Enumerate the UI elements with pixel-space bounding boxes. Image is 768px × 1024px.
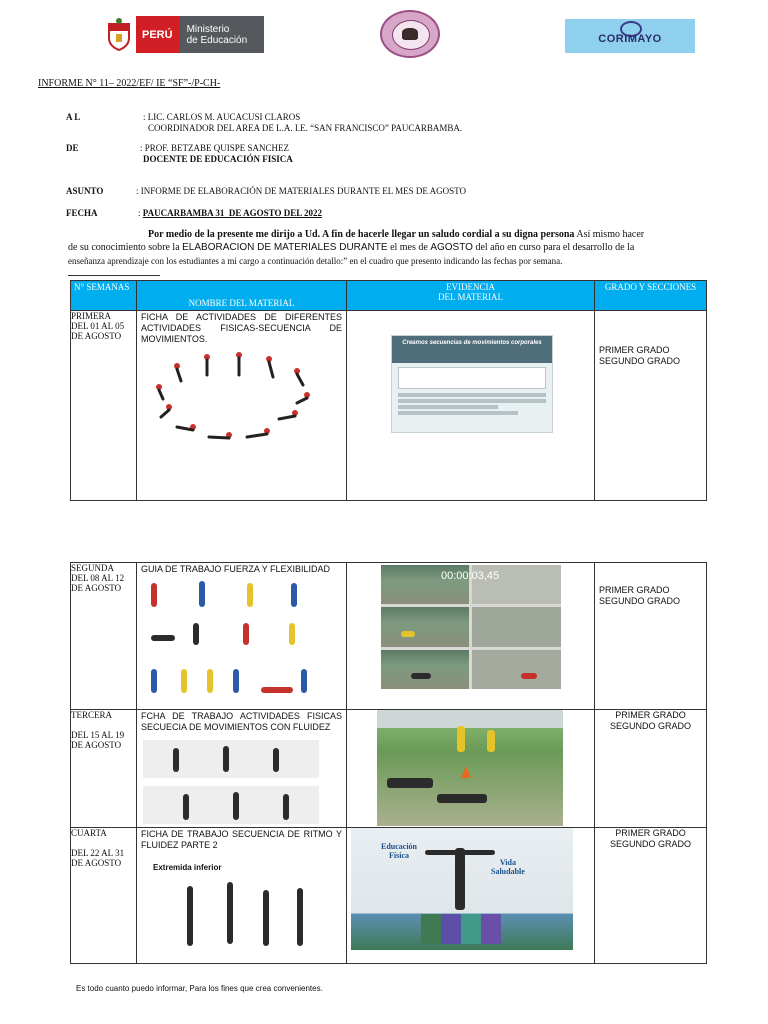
evidence-cell: [347, 710, 595, 828]
worksheet-title: Creamos secuencias de movimientos corporales: [392, 336, 552, 363]
intro-greeting: Por medio de la presente me dirijo a Ud. A fin de hacerle llegar un saludo cordial a su digna persona: [148, 229, 575, 240]
intro-line-2: [68, 242, 718, 253]
grade-cell: PRIMER GRADO SEGUNDO GRADO: [595, 563, 707, 710]
material-name: FICHA DE TRABAJO SECUENCIA DE RITMO Y FLUIDEZ PARTE 2: [141, 829, 342, 850]
date-colon: :: [138, 208, 143, 218]
video-timestamp: 00:00:03,45: [441, 570, 500, 582]
subject-label: ASUNTO: [66, 186, 104, 196]
week-cell: SEGUNDA DEL 08 AL 12 DE AGOSTO: [71, 563, 137, 710]
material-name: FCHA DE TRABAJO ACTIVIDADES FISICAS SECUECIA DE MOVIMIENTOS CON FLUIDEZ: [141, 711, 342, 732]
material-cell: [137, 563, 347, 710]
to-line-1: : LIC. CARLOS M. AUCACUSI CLAROS: [143, 112, 301, 122]
table-header-row: [71, 281, 707, 311]
col-header-name: NOMBRE DEL MATERIAL: [137, 281, 347, 311]
week-cell: TERCERA DEL 15 AL 19 DE AGOSTO: [71, 710, 137, 828]
fluid-movement-illustration-1: [143, 740, 319, 778]
date-text-wrap: [138, 208, 322, 218]
teacher-demonstration-photo: [351, 828, 573, 950]
fluid-movement-illustration-2: [143, 786, 319, 824]
image-caption: Extremida inferior: [153, 863, 222, 872]
col-header-grade: GRADO Y SECCIONES: [595, 281, 707, 311]
col-header-evidence: [347, 281, 595, 311]
school-seal-logo: [380, 10, 440, 58]
grade-cell: PRIMER GRADO SEGUNDO GRADO: [595, 710, 707, 828]
material-cell: [137, 828, 347, 964]
closing-text: Es todo cuanto puedo informar, Para los fines que crea convenientes.: [76, 984, 323, 993]
materials-table-continued: [70, 562, 707, 964]
lower-limb-illustration: [177, 882, 317, 958]
intro-2a: de su conocimiento sobre la: [68, 242, 183, 253]
grade-cell: PRIMER GRADO SEGUNDO GRADO: [595, 828, 707, 964]
sign-healthy-life: Vida Saludable: [491, 858, 525, 876]
col-header-weeks: N° SEMANAS: [71, 281, 137, 311]
materials-table: [70, 280, 707, 501]
col-header-evidence-2: DEL MATERIAL: [438, 292, 503, 302]
subject-text: : INFORME DE ELABORACIÓN DE MATERIALES DURANTE EL MES DE AGOSTO: [136, 186, 466, 196]
intro-2d: AGOSTO: [430, 242, 473, 253]
to-line-2: COORDINADOR DEL AREA DE L.A. I.E. “SAN FRANCISCO” PAUCARBAMBA.: [148, 123, 463, 133]
col-header-evidence-1: EVIDENCIA: [446, 282, 495, 292]
evidence-cell: [347, 311, 595, 501]
from-line-2: DOCENTE DE EDUCACIÓN FISICA: [143, 154, 293, 164]
strength-flexibility-illustration: [143, 577, 313, 695]
intro-line-1: [148, 229, 718, 240]
evidence-cell: [347, 563, 595, 710]
intro-2e: del año en curso para el desarrollo de la: [472, 242, 635, 253]
table-row: [71, 710, 707, 828]
worksheet-evidence-image: [391, 335, 553, 433]
from-line-1: : PROF. BETZABE QUISPE SANCHEZ: [140, 143, 290, 153]
date-text: PAUCARBAMBA 31 DE AGOSTO DEL 2022: [142, 208, 322, 218]
intro-line-3: enseñanza aprendizaje con los estudiantes a mi cargo a continuación detallo:” en el cuadro que presento indicando las fechas por semana.: [68, 256, 563, 266]
material-name: FICHA DE ACTIVIDADES DE DIFERENTES ACTIVIDADES FISICAS-SECUENCIA DE MOVIMIENTOS.: [141, 312, 342, 344]
ministry-label: Ministerio de Educación: [179, 16, 264, 53]
from-label: DE: [66, 143, 79, 153]
sign-physical-education: Educación Física: [381, 842, 418, 860]
peru-shield-icon: [106, 16, 132, 53]
evidence-cell: [347, 828, 595, 964]
school-badge-logo: [565, 19, 695, 53]
intro-rest-1: Así mismo hacer: [574, 229, 645, 240]
table-row: [71, 828, 707, 964]
intro-2c: el mes de: [387, 242, 431, 253]
table-row: [71, 563, 707, 710]
week-cell: PRIMERA DEL 01 AL 05 DE AGOSTO: [71, 311, 137, 501]
material-cell: [137, 710, 347, 828]
divider: [68, 275, 160, 276]
report-number: INFORME N° 11– 2022/EF/ IE “SF”-/P-CH-: [38, 78, 221, 89]
peru-label: PERÚ: [136, 16, 179, 53]
school-badge-text: CORIMAYO: [598, 33, 662, 45]
students-exercising-photo: [377, 710, 563, 826]
intro-2b: ELABORACION DE MATERIALES DURANTE: [182, 242, 388, 253]
exercise-photo-collage: [381, 565, 561, 689]
week-cell: CUARTA DEL 22 AL 31 DE AGOSTO: [71, 828, 137, 964]
material-name: GUIA DE TRABAJO FUERZA Y FLEXIBILIDAD: [141, 564, 331, 574]
to-label: A L: [66, 112, 81, 122]
table-row: [71, 311, 707, 501]
ministry-logo: [106, 16, 264, 53]
movement-sequence-illustration: [147, 351, 327, 443]
grade-cell: PRIMER GRADO SEGUNDO GRADO: [595, 311, 707, 501]
date-label: FECHA: [66, 208, 98, 218]
material-cell: [137, 311, 347, 501]
